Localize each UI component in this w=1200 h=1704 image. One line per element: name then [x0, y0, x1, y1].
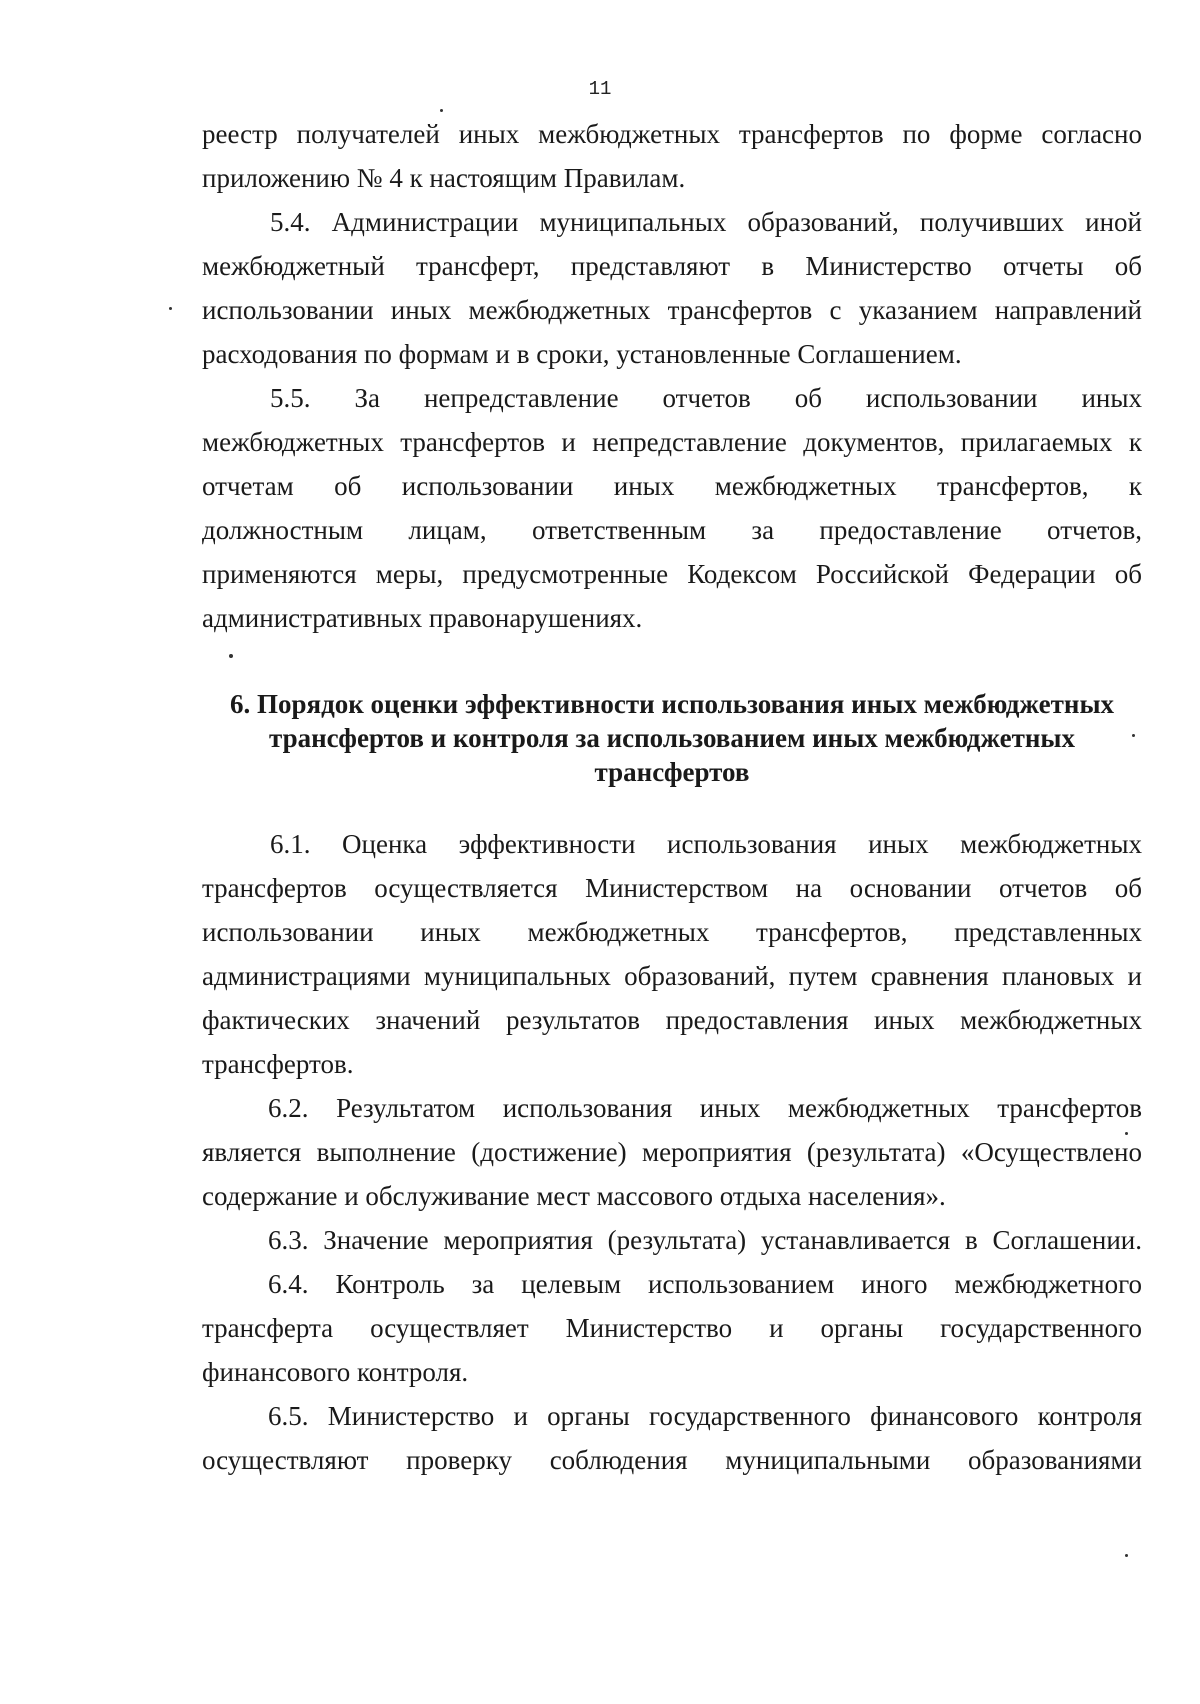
- paragraph-5-5-line: межбюджетных трансфертов и непредставление документов, прилагаемых к: [202, 427, 1142, 457]
- paragraph-6-1-line: 6.1. Оценка эффективности использования иных межбюджетных: [270, 829, 1142, 859]
- paragraph-6-5-line: 6.5. Министерство и органы государственного финансового контроля: [268, 1401, 1142, 1431]
- paragraph-6-4-line: финансового контроля.: [202, 1357, 469, 1387]
- paragraph-6-1-line: использовании иных межбюджетных трансфертов, представленных: [202, 917, 1142, 947]
- paragraph-6-2-line: 6.2. Результатом использования иных межбюджетных трансфертов: [268, 1093, 1142, 1123]
- paragraph-5-5-line: должностным лицам, ответственным за предоставление отчетов,: [202, 515, 1142, 545]
- paragraph-5-5-line: применяются меры, предусмотренные Кодексом Российской Федерации об: [202, 559, 1142, 589]
- paragraph-6-1-line: трансфертов.: [202, 1049, 354, 1079]
- section-6-heading-line: 6. Порядок оценки эффективности использования иных межбюджетных: [229, 689, 1115, 719]
- paragraph-6-4-line: трансферта осуществляет Министерство и органы государственного: [202, 1313, 1142, 1343]
- paragraph-6-1-line: трансфертов осуществляется Министерством на основании отчетов об: [202, 873, 1142, 903]
- scan-speck: [229, 654, 233, 658]
- paragraph-5-5-line: административных правонарушениях.: [202, 603, 643, 633]
- paragraph-6-5-line: осуществляют проверку соблюдения муниципальными образованиями: [202, 1445, 1142, 1475]
- paragraph-5-4-line: 5.4. Администрации муниципальных образований, получивших иной: [270, 207, 1142, 237]
- paragraph-5-5-line: 5.5. За непредставление отчетов об использовании иных: [270, 383, 1142, 413]
- page-number: 11: [588, 78, 612, 100]
- paragraph-5-4-line: использовании иных межбюджетных трансфертов с указанием направлений: [202, 295, 1142, 325]
- scan-speck: [1125, 1554, 1128, 1557]
- paragraph-6-1-line: администрациями муниципальных образований, путем сравнения плановых и: [202, 961, 1142, 991]
- paragraph-5-5-line: отчетам об использовании иных межбюджетных трансфертов, к: [202, 471, 1142, 501]
- paragraph-6-2-line: является выполнение (достижение) мероприятия (результата) «Осуществлено: [202, 1137, 1142, 1167]
- paragraph-6-1-line: фактических значений результатов предоставления иных межбюджетных: [202, 1005, 1142, 1035]
- scan-speck: [169, 307, 172, 310]
- paragraph-6-2-line: содержание и обслуживание мест массового отдыха населения».: [202, 1181, 946, 1211]
- paragraph-5-4-line: расходования по формам и в сроки, установленные Соглашением.: [202, 339, 962, 369]
- section-6-heading-line: трансфертов и контроля за использованием иных межбюджетных: [268, 723, 1075, 753]
- scan-speck: [440, 109, 443, 112]
- text-line: приложению № 4 к настоящим Правилам.: [202, 163, 686, 193]
- paragraph-5-4-line: межбюджетный трансферт, представляют в Министерство отчеты об: [202, 251, 1142, 281]
- paragraph-6-3-line: 6.3. Значение мероприятия (результата) устанавливается в Соглашении.: [268, 1225, 1142, 1255]
- text-line: реестр получателей иных межбюджетных трансфертов по форме согласно: [202, 119, 1142, 149]
- scan-speck: [1125, 1132, 1128, 1135]
- paragraph-6-4-line: 6.4. Контроль за целевым использованием иного межбюджетного: [268, 1269, 1142, 1299]
- section-6-heading-line: трансфертов: [594, 757, 750, 787]
- scan-speck: [1132, 734, 1135, 737]
